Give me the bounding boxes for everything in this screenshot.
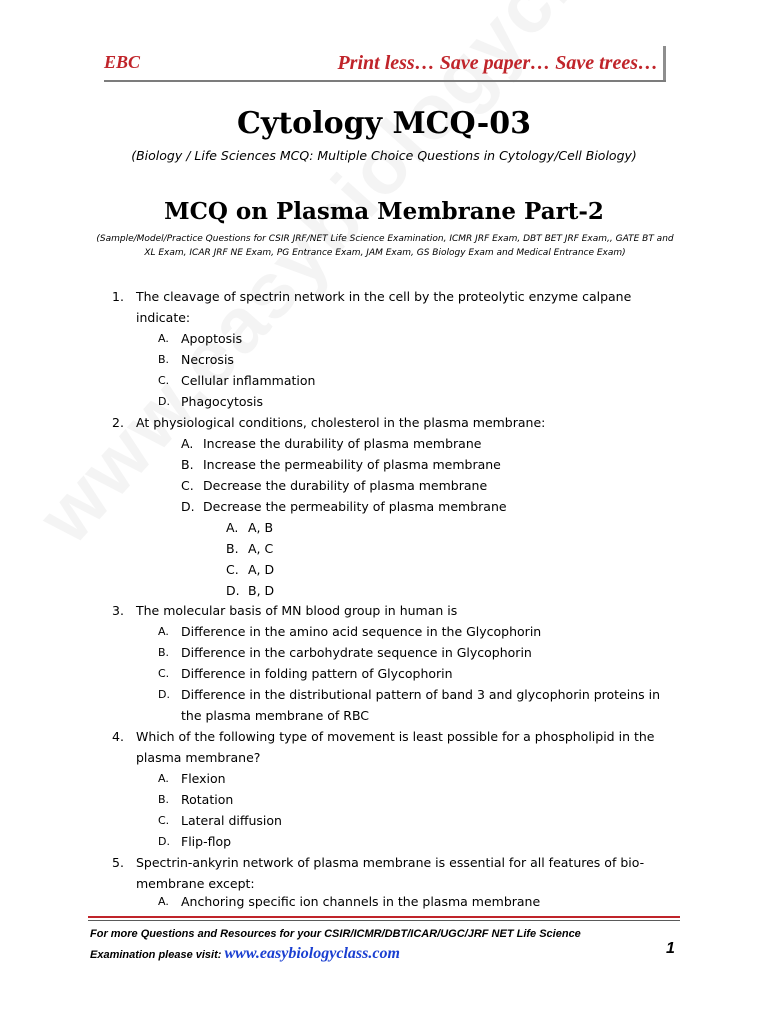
choice-item [0, 580, 768, 601]
question-number: 5. [112, 855, 124, 870]
option-item [0, 391, 768, 412]
option-label: A. [158, 332, 169, 345]
option-text: Difference in folding pattern of Glycophorin [181, 666, 453, 681]
footer-line-1: For more Questions and Resources for your CSIR/ICMR/DBT/ICAR/UGC/JRF NET Life Science [90, 928, 581, 940]
page-subtitle: (Biology / Life Sciences MCQ: Multiple Choice Questions in Cytology/Cell Biology) [131, 148, 637, 163]
page-header [104, 50, 666, 82]
option-text: Decrease the durability of plasma membrane [203, 478, 488, 493]
page-number: 1 [666, 940, 675, 957]
section-subtitle: (Sample/Model/Practice Questions for CSIR JRF/NET Life Science Examination, ICMR JRF Exam, DBT BET JRF Exam,, GATE BT and XL Exam, ICAR JRF NE Exam, PG Entrance Exam, JAM Exam, GS Biology Exam and Medical Entrance Exam) [96, 234, 674, 258]
choice-text: A, B [248, 520, 274, 535]
header-divider [663, 46, 666, 82]
option-text: Necrosis [181, 352, 234, 367]
option-label: B. [158, 353, 170, 366]
footer-website-link[interactable]: www.easybiologyclass.com [224, 945, 400, 962]
choice-label: C. [226, 562, 239, 577]
option-item [0, 831, 768, 852]
option-label: D. [158, 835, 170, 848]
header-rule [104, 80, 666, 82]
choice-item [0, 538, 768, 559]
choice-label: B. [226, 541, 239, 556]
option-text: Difference in the distributional pattern of band 3 and glycophorin proteins in the plasma membrane of RBC [181, 687, 661, 723]
option-item [0, 789, 768, 810]
option-text: Phagocytosis [181, 394, 264, 409]
question-number: 2. [112, 415, 124, 430]
question-text: Spectrin-ankyrin network of plasma membrane is essential for all features of bio-membrane except: [136, 855, 645, 891]
option-item [0, 496, 768, 517]
option-label: D. [181, 499, 195, 514]
option-text: Difference in the amino acid sequence in the Glycophorin [181, 624, 542, 639]
option-label: D. [158, 688, 170, 701]
choice-text: A, C [248, 541, 274, 556]
choice-text: A, D [248, 562, 275, 577]
choice-item [0, 517, 768, 538]
option-text: Difference in the carbohydrate sequence in Glycophorin [181, 645, 532, 660]
option-text: Lateral diffusion [181, 813, 282, 828]
question-text: The cleavage of spectrin network in the cell by the proteolytic enzyme calpane indicate: [136, 289, 632, 325]
question-2 [0, 412, 768, 433]
question-text: The molecular basis of MN blood group in human is [136, 603, 458, 618]
footer-prefix: Examination please visit: [90, 949, 225, 961]
option-item [0, 475, 768, 496]
option-label: A. [158, 895, 169, 908]
choice-label: D. [226, 583, 240, 598]
question-5 [0, 852, 768, 894]
question-text: At physiological conditions, cholesterol in the plasma membrane: [136, 415, 546, 430]
option-text: Flip-flop [181, 834, 232, 849]
option-label: C. [158, 814, 170, 827]
option-label: C. [181, 478, 194, 493]
option-label: C. [158, 667, 170, 680]
choice-label: A. [226, 520, 239, 535]
question-1 [0, 286, 768, 328]
footer-line-2 [90, 944, 650, 965]
page-title: Cytology MCQ-03 [237, 106, 531, 141]
option-item [0, 768, 768, 789]
question-number: 3. [112, 603, 124, 618]
question-text: Which of the following type of movement is least possible for a phospholipid in the plasma membrane? [136, 729, 655, 765]
option-text: Increase the permeability of plasma membrane [203, 457, 501, 472]
option-text: Rotation [181, 792, 234, 807]
option-label: A. [158, 772, 169, 785]
option-label: B. [158, 793, 170, 806]
question-number: 4. [112, 729, 124, 744]
choice-item [0, 559, 768, 580]
option-text: Anchoring specific ion channels in the plasma membrane [181, 894, 541, 909]
option-item [0, 684, 768, 726]
option-item [0, 642, 768, 663]
option-label: B. [158, 646, 170, 659]
question-number: 1. [112, 289, 124, 304]
option-text: Decrease the permeability of plasma membrane [203, 499, 507, 514]
option-label: B. [181, 457, 194, 472]
option-label: A. [181, 436, 194, 451]
option-item [0, 433, 768, 454]
option-label: A. [158, 625, 169, 638]
option-item [0, 663, 768, 684]
header-brand: EBC [104, 52, 141, 72]
section-title: MCQ on Plasma Membrane Part-2 [164, 198, 604, 225]
option-text: Apoptosis [181, 331, 243, 346]
option-item [0, 891, 768, 912]
option-item [0, 328, 768, 349]
header-slogan: Print less… Save paper… Save trees… [337, 52, 658, 74]
option-item [0, 621, 768, 642]
question-3 [0, 600, 768, 621]
option-text: Increase the durability of plasma membrane [203, 436, 482, 451]
option-label: D. [158, 395, 170, 408]
option-text: Cellular inflammation [181, 373, 316, 388]
choice-text: B, D [248, 583, 275, 598]
page-footer [90, 924, 650, 965]
option-item [0, 349, 768, 370]
footer-rule-gray [88, 920, 680, 921]
option-item [0, 370, 768, 391]
option-item [0, 454, 768, 475]
option-item [0, 810, 768, 831]
footer-rule-red [88, 916, 680, 918]
option-label: C. [158, 374, 170, 387]
question-4 [0, 726, 768, 768]
option-text: Flexion [181, 771, 226, 786]
